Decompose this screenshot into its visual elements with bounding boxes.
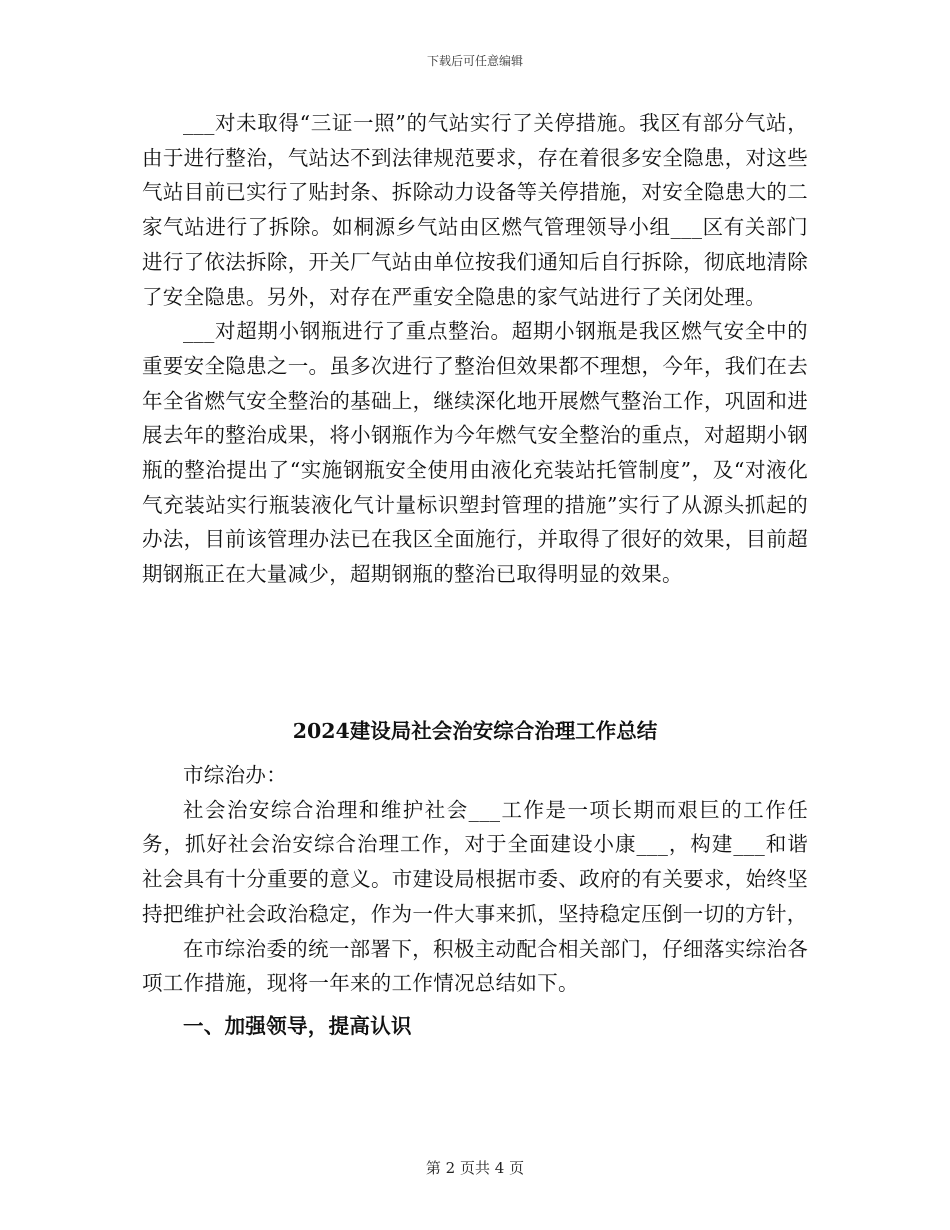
section-1-body bbox=[142, 106, 808, 592]
paragraph-intro: 社会治安综合治理和维护社会___工作是一项长期而艰巨的工作任务，抓好社会治安综合治理工作，对于全面建设小康___，构建___和谐社会具有十分重要的意义。市建设局根据市委、政府的有关要求，始终坚持把维护社会政治稳定，作为一件大事来抓，坚持稳定压倒一切的方针， bbox=[142, 797, 808, 926]
paragraph-station-closure: ___对未取得“三证一照”的气站实行了关停措施。我区有部分气站，由于进行整治，气站达不到法律规范要求，存在着很多安全隐患，对这些气站目前已实行了贴封条、拆除动力设备等关停措施，对安全隐患大的二家气站进行了拆除。如桐源乡气站由区燃气管理领导小组___区有关部门进行了依法拆除，开关厂气站由单位按我们通知后自行拆除，彻底地清除了安全隐患。另外，对存在严重安全隐患的家气站进行了关闭处理。 bbox=[142, 111, 808, 309]
page-header: 下载后可任意编辑 bbox=[426, 54, 523, 68]
page-footer: 第 2 页共 4 页 bbox=[425, 1159, 525, 1177]
salutation: 市综治办： bbox=[183, 763, 287, 787]
paragraph-summary: 在市综治委的统一部署下，积极主动配合相关部门，仔细落实综治各项工作措施，现将一年来的工作情况总结如下。 bbox=[142, 936, 808, 996]
document-title: 2024建设局社会治安综合治理工作总结 bbox=[292, 719, 658, 743]
section-2-body bbox=[142, 758, 808, 1044]
paragraph-cylinder-rectification: ___对超期小钢瓶进行了重点整治。超期小钢瓶是我区燃气安全中的重要安全隐患之一。虽多次进行了整治但效果都不理想，今年，我们在去年全省燃气安全整治的基础上，继续深化地开展燃气整治工作，巩固和进展去年的整治成果，将小钢瓶作为今年燃气安全整治的重点，对超期小钢瓶的整治提出了“实施钢瓶安全使用由液化充装站托管制度”，及“对液化气充装站实行瓶装液化气计量标识塑封管理的措施”实行了从源头抓起的办法，目前该管理办法已在我区全面施行，并取得了很好的效果，目前超期钢瓶正在大量减少，超期钢瓶的整治已取得明显的效果。 bbox=[142, 319, 808, 587]
section-heading-1: 一、加强领导，提高认识 bbox=[183, 1013, 412, 1038]
